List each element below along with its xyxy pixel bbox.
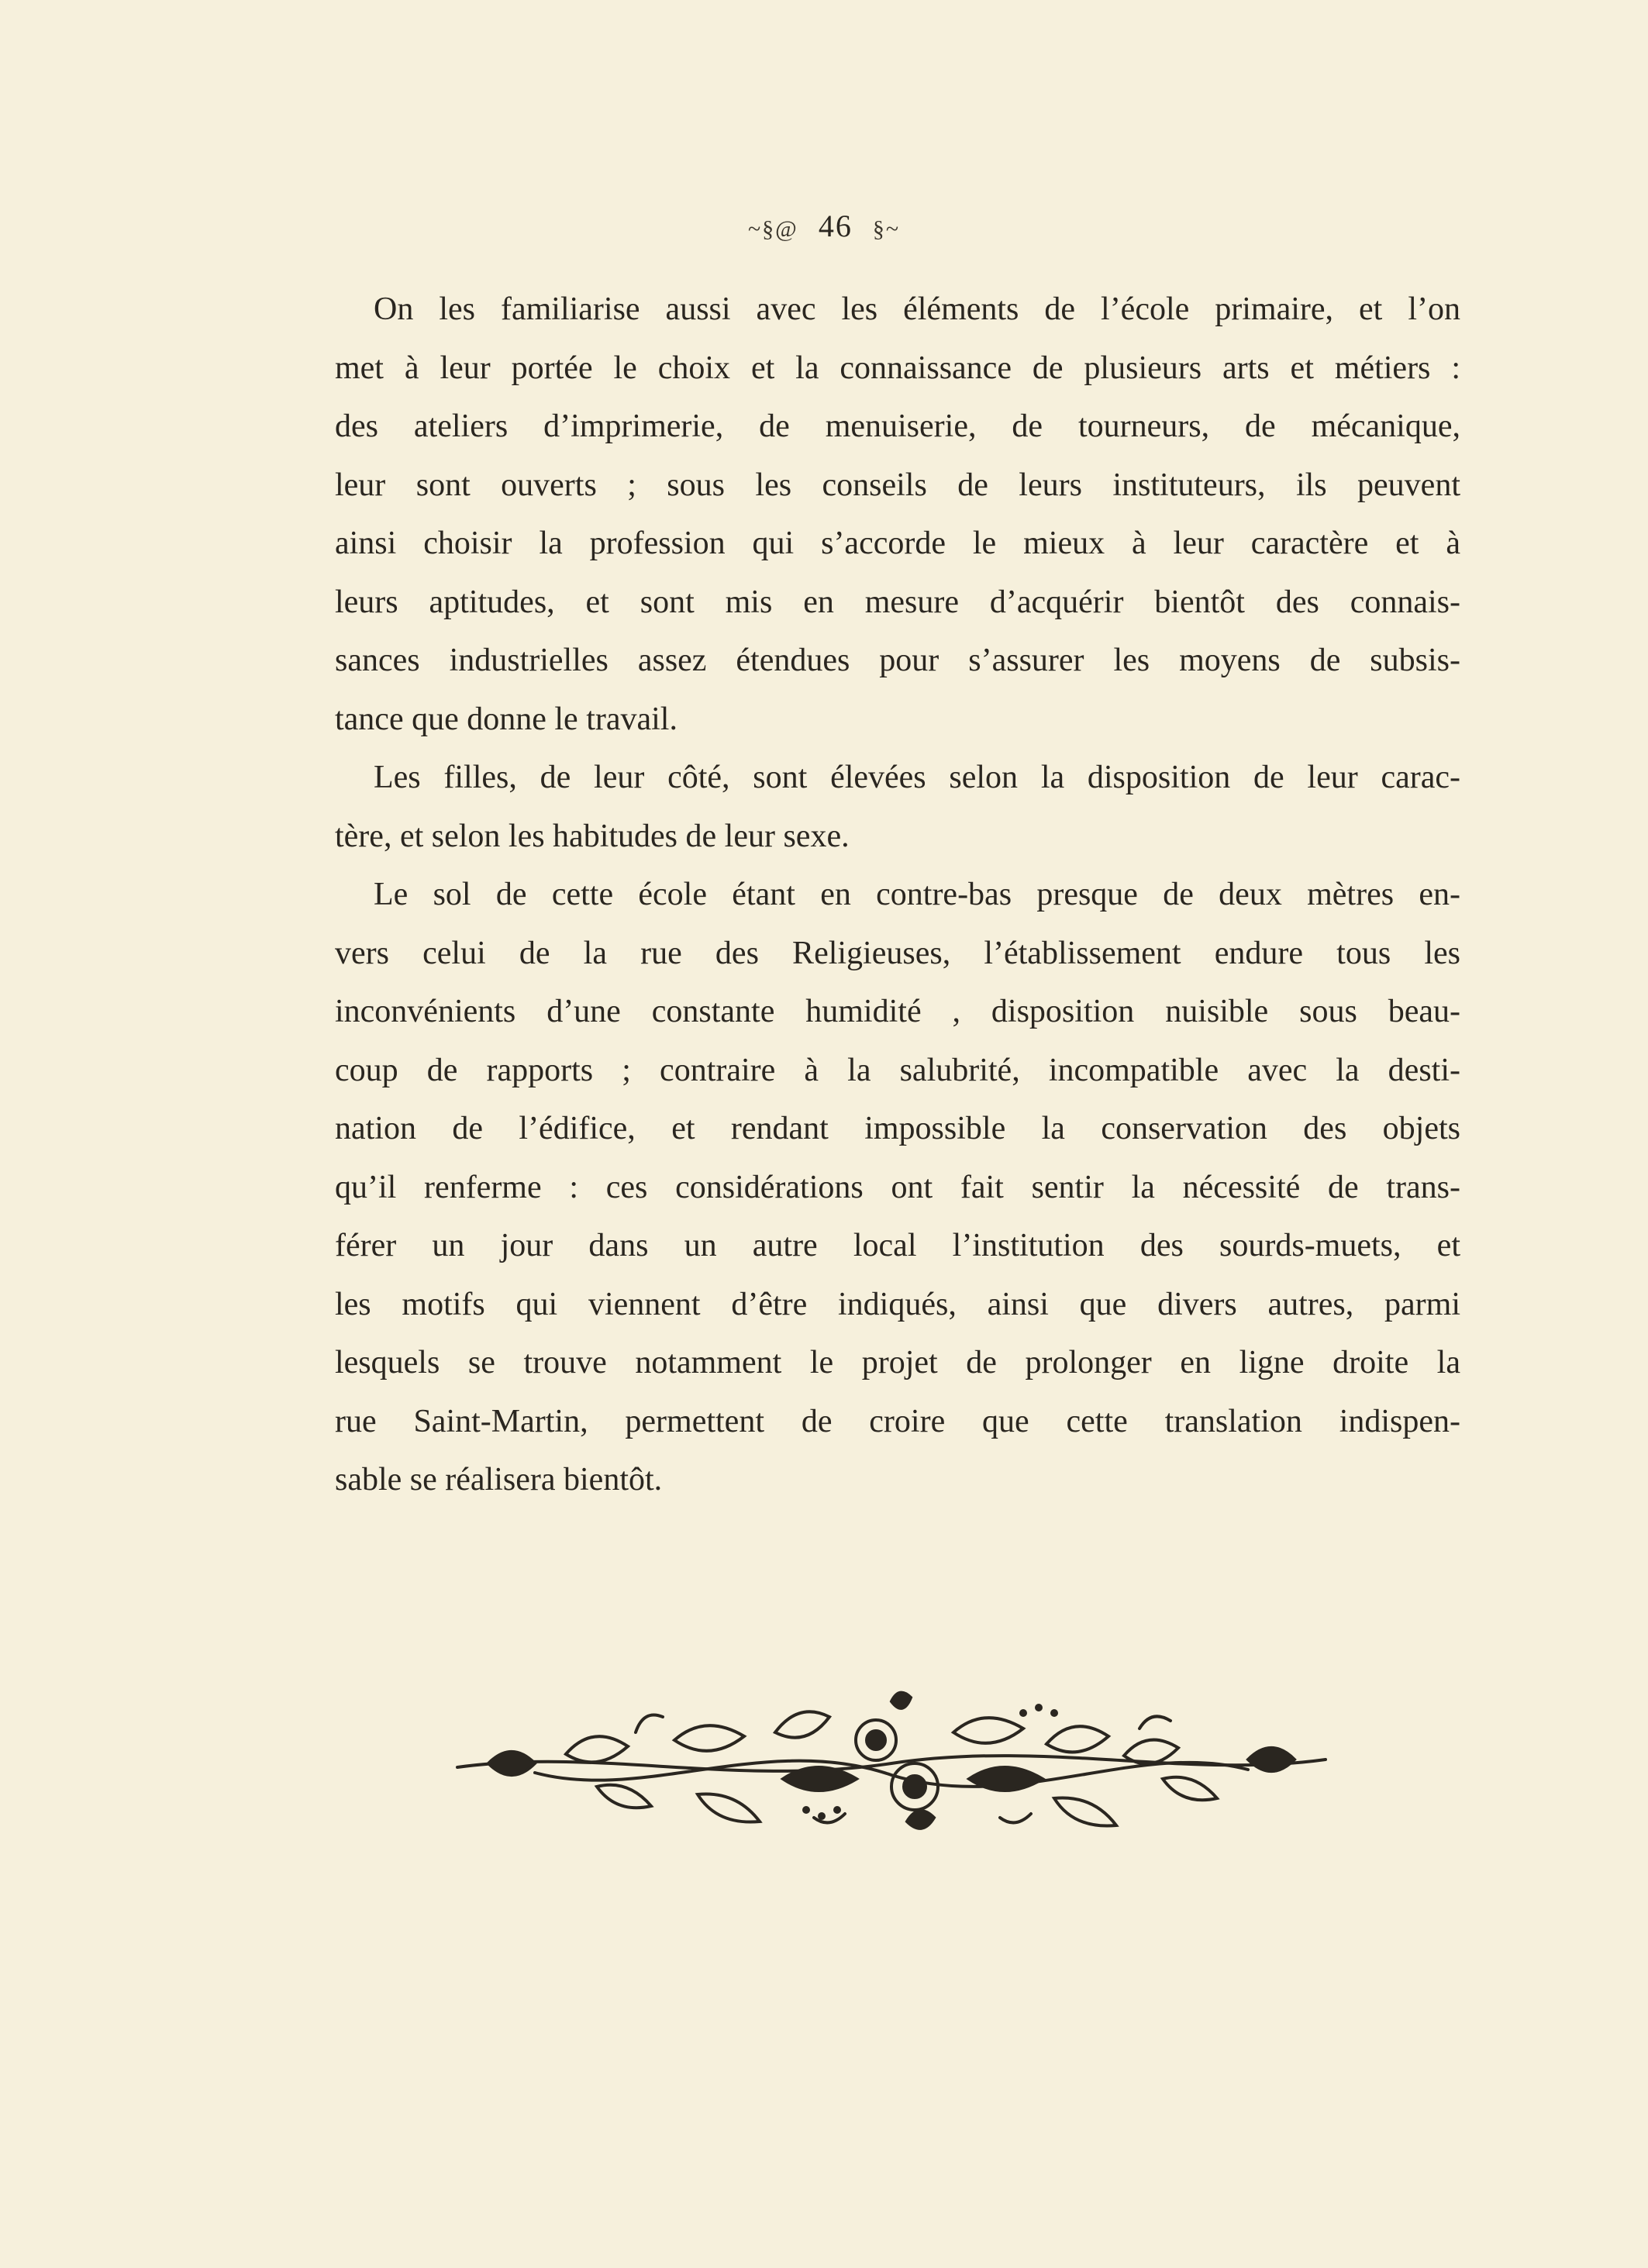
text-line: On les familiarise aussi avec les éléments de l’école primaire, et l’on (374, 291, 1460, 327)
text-line: leurs aptitudes, et sont mis en mesure d’acquérir bientôt des connais- (335, 584, 1460, 620)
text-line: sable se réalisera bientôt. (335, 1462, 663, 1498)
text-line: nation de l’édifice, et rendant impossible la conservation des objets (335, 1111, 1460, 1146)
text-line: qu’il renferme : ces considérations ont fait sentir la nécessité de trans- (335, 1169, 1460, 1205)
text-line: vers celui de la rue des Religieuses, l’établissement endure tous les (335, 935, 1460, 971)
text-line: Les filles, de leur côté, sont élevées selon la disposition de leur carac- (374, 760, 1460, 795)
text-line: lesquels se trouve notamment le projet de prolonger en ligne droite la (335, 1345, 1460, 1380)
running-header (0, 208, 1648, 244)
text-line: rue Saint-Martin, permettent de croire que cette translation indispen- (335, 1403, 1460, 1439)
text-line: sances industrielles assez étendues pour s’assurer les moyens de subsis- (335, 643, 1460, 678)
fleuron-ornament-icon (442, 1686, 1341, 1841)
text-line: Le sol de cette école étant en contre-bas presque de deux mètres en- (374, 877, 1460, 912)
text-line: tance que donne le travail. (335, 701, 677, 737)
text-line: férer un jour dans un autre local l’institution des sourds-muets, et (335, 1228, 1460, 1263)
left-ornament-icon: ~§@ (747, 215, 798, 242)
text-line: les motifs qui viennent d’être indiqués, ainsi que divers autres, parmi (335, 1286, 1460, 1322)
text-line: inconvénients d’une constante humidité , disposition nuisible sous beau- (335, 994, 1460, 1029)
text-line: met à leur portée le choix et la connaissance de plusieurs arts et métiers : (335, 350, 1460, 386)
text-line: leur sont ouverts ; sous les conseils de leurs instituteurs, ils peuvent (335, 467, 1460, 503)
text-line: des ateliers d’imprimerie, de menuiserie, de tourneurs, de mécanique, (335, 408, 1460, 444)
body-text (335, 281, 1460, 1510)
text-line: ainsi choisir la profession qui s’accorde le mieux à leur caractère et à (335, 526, 1460, 561)
page-number: 46 (818, 209, 853, 243)
right-ornament-icon: §~ (872, 215, 901, 242)
text-line: coup de rapports ; contraire à la salubrité, incompatible avec la desti- (335, 1052, 1460, 1088)
text-line: tère, et selon les habitudes de leur sexe. (335, 818, 850, 854)
